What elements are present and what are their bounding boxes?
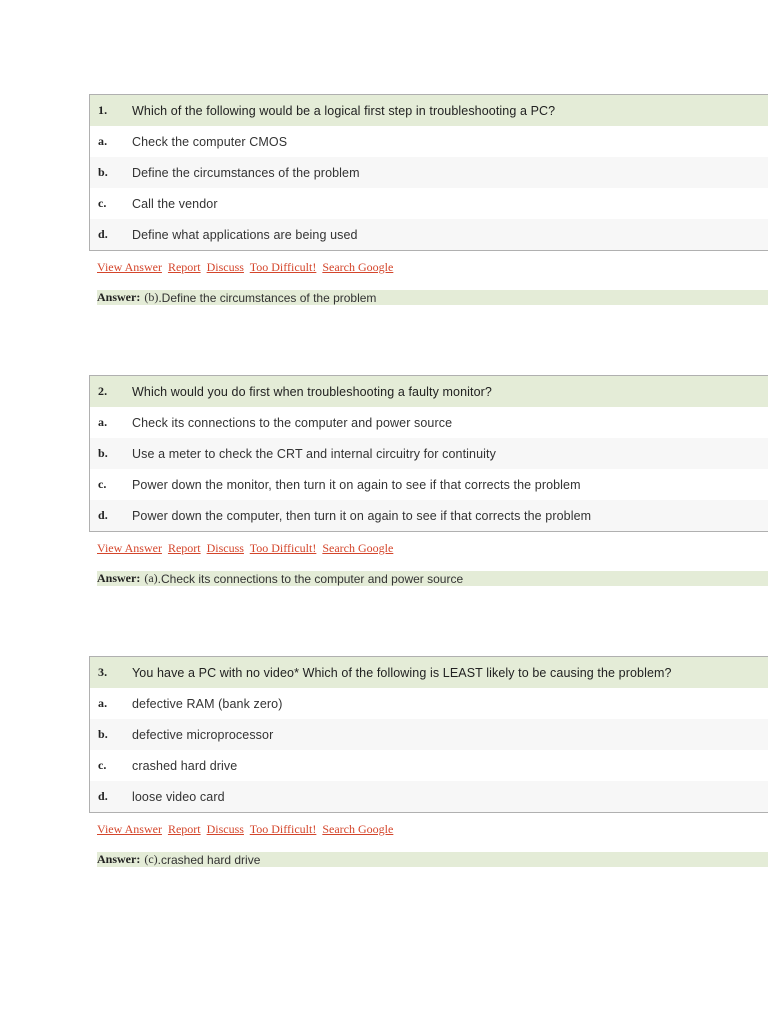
option-c — [90, 750, 768, 781]
report-link[interactable]: Report — [167, 541, 201, 555]
question-header — [90, 376, 768, 407]
question-number: 3. — [98, 665, 108, 679]
option-text: defective RAM (bank zero) — [132, 696, 283, 711]
question-text: You have a PC with no video* Which of the following is LEAST likely to be causing the problem? — [132, 665, 672, 680]
question-text: Which would you do first when troubleshooting a faulty monitor? — [132, 384, 492, 399]
option-text: Define the circumstances of the problem — [132, 165, 360, 180]
option-b — [90, 438, 768, 469]
option-a — [90, 407, 768, 438]
answer-label: Answer: — [97, 852, 141, 866]
option-d — [90, 219, 768, 250]
too-difficult-link[interactable]: Too Difficult! — [249, 541, 317, 555]
question-links — [89, 541, 768, 556]
too-difficult-link[interactable]: Too Difficult! — [249, 822, 317, 836]
question-table — [89, 94, 768, 251]
question-links — [89, 260, 768, 275]
view-answer-link[interactable]: View Answer — [97, 541, 162, 555]
option-letter: d. — [98, 508, 108, 522]
option-text: Call the vendor — [132, 196, 218, 211]
question-header — [90, 95, 768, 126]
option-a — [90, 688, 768, 719]
question-table — [89, 375, 768, 532]
report-link[interactable]: Report — [167, 822, 201, 836]
question-block-1 — [89, 94, 768, 305]
answer-text: .Define the circumstances of the problem — [158, 290, 377, 305]
option-letter: c. — [98, 477, 107, 491]
answer-bar — [97, 290, 768, 305]
search-google-link[interactable]: Search Google — [322, 822, 394, 836]
option-letter: a. — [98, 696, 108, 710]
answer-letter: (c) — [144, 852, 158, 866]
option-text: Define what applications are being used — [132, 227, 358, 242]
option-text: Power down the monitor, then turn it on again to see if that corrects the problem — [132, 477, 581, 492]
option-text: defective microprocessor — [132, 727, 274, 742]
option-text: loose video card — [132, 789, 225, 804]
search-google-link[interactable]: Search Google — [322, 260, 394, 274]
option-letter: d. — [98, 227, 108, 241]
question-block-3 — [89, 656, 768, 867]
option-text: Use a meter to check the CRT and internal circuitry for continuity — [132, 446, 496, 461]
option-text: Power down the computer, then turn it on again to see if that corrects the problem — [132, 508, 592, 523]
search-google-link[interactable]: Search Google — [322, 541, 394, 555]
option-letter: b. — [98, 165, 108, 179]
discuss-link[interactable]: Discuss — [206, 260, 244, 274]
option-d — [90, 781, 768, 812]
answer-bar — [97, 571, 768, 586]
option-letter: a. — [98, 415, 108, 429]
option-text: Check its connections to the computer and power source — [132, 415, 453, 430]
option-text: crashed hard drive — [132, 758, 238, 773]
answer-label: Answer: — [97, 290, 141, 304]
report-link[interactable]: Report — [167, 260, 201, 274]
view-answer-link[interactable]: View Answer — [97, 260, 162, 274]
option-a — [90, 126, 768, 157]
view-answer-link[interactable]: View Answer — [97, 822, 162, 836]
question-table — [89, 656, 768, 813]
answer-letter: (a) — [144, 571, 158, 585]
answer-label: Answer: — [97, 571, 141, 585]
option-letter: c. — [98, 758, 107, 772]
option-b — [90, 719, 768, 750]
question-block-2 — [89, 375, 768, 586]
answer-letter: (b) — [144, 290, 159, 304]
option-text: Check the computer CMOS — [132, 134, 288, 149]
question-header — [90, 657, 768, 688]
option-letter: a. — [98, 134, 108, 148]
discuss-link[interactable]: Discuss — [206, 822, 244, 836]
option-d — [90, 500, 768, 531]
option-letter: d. — [98, 789, 108, 803]
option-b — [90, 157, 768, 188]
option-letter: b. — [98, 727, 108, 741]
discuss-link[interactable]: Discuss — [206, 541, 244, 555]
answer-text: .Check its connections to the computer and power source — [157, 571, 464, 586]
option-letter: b. — [98, 446, 108, 460]
answer-text: .crashed hard drive — [157, 852, 261, 867]
option-letter: c. — [98, 196, 107, 210]
option-c — [90, 188, 768, 219]
option-c — [90, 469, 768, 500]
question-links — [89, 822, 768, 837]
too-difficult-link[interactable]: Too Difficult! — [249, 260, 317, 274]
question-number: 2. — [98, 384, 108, 398]
answer-bar — [97, 852, 768, 867]
question-text: Which of the following would be a logical first step in troubleshooting a PC? — [132, 103, 556, 118]
question-number: 1. — [98, 103, 108, 117]
